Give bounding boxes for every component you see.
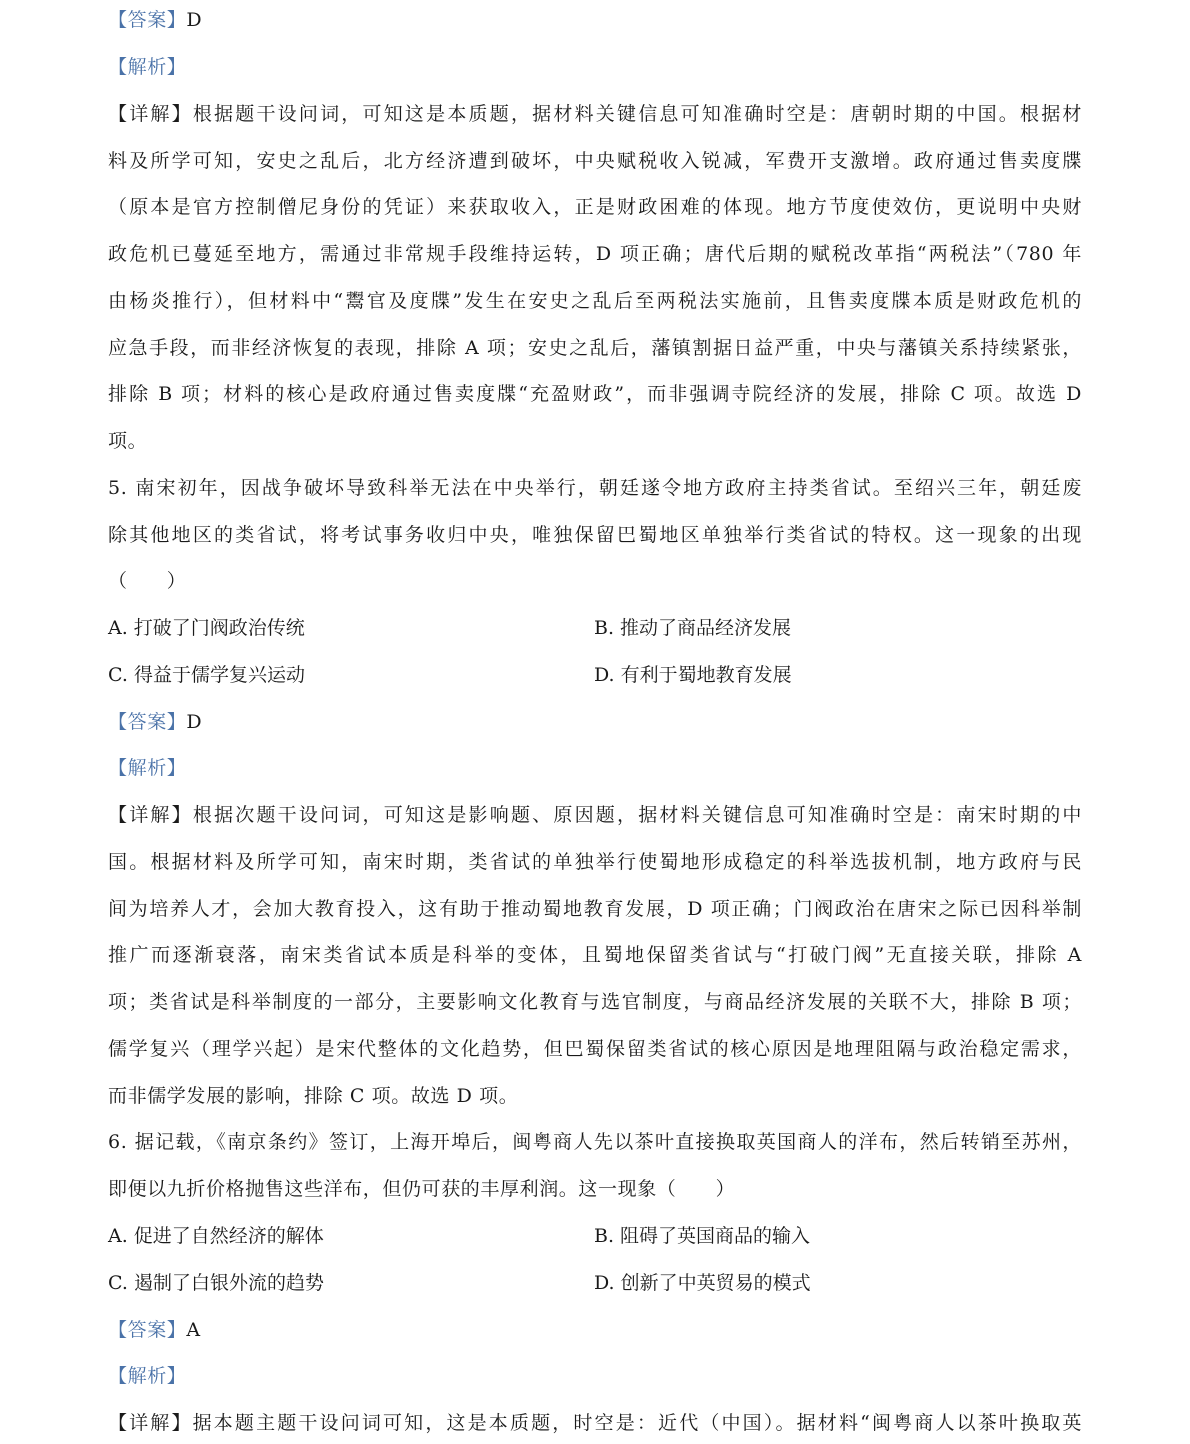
q4-detail-line-4: 政危机已蔓延至地方，需通过非常规手段维持运转，D 项正确；唐代后期的赋税改革指“两税法”（780 年: [108, 243, 1082, 265]
q5-detail-line-1: [108, 801, 1082, 829]
q4-detail-line-7: 排除 B 项；材料的核心是政府通过售卖度牒“充盈财政”，而非强调寺院经济的发展，排除 C 项。故选 D: [108, 383, 1082, 405]
q4-answer-value: D: [186, 9, 203, 31]
q5-detail-line-2: 国。根据材料及所学可知，南宋时期，类省试的单独举行使蜀地形成稳定的科举选拔机制，地方政府与民: [108, 851, 1082, 873]
q4-detail-line-2: 料及所学可知，安史之乱后，北方经济遭到破坏，中央赋税收入锐减，军费开支激增。政府通过售卖度牒: [108, 150, 1082, 172]
answer-label: 【答案】: [108, 711, 187, 733]
q6-option-b: B. 阻碍了英国商品的输入: [594, 1225, 811, 1247]
q5-analysis-heading: [108, 754, 1082, 782]
q4-analysis-heading: [108, 53, 1082, 81]
q5-stem-line-1: 5. 南宋初年，因战争破坏导致科举无法在中央举行，朝廷遂令地方政府主持类省试。至绍兴三年，朝廷废: [108, 477, 1082, 499]
q4-detail-line-5: 由杨炎推行），但材料中“鬻官及度牒”发生在安史之乱后至两税法实施前，且售卖度牒本质是财政危机的: [108, 290, 1082, 312]
q5-option-d: D. 有利于蜀地教育发展: [594, 664, 792, 686]
q5-stem-line-3: （ ）: [108, 570, 187, 592]
analysis-label: 【解析】: [108, 757, 187, 779]
q6-option-d: D. 创新了中英贸易的模式: [594, 1272, 811, 1294]
q4-answer-line: [108, 6, 1082, 34]
q5-detail-line-6: 儒学复兴（理学兴起）是宋代整体的文化趋势，但巴蜀保留类省试的核心原因是地理阻隔与政治稳定需求，: [108, 1038, 1082, 1060]
answer-label: 【答案】: [108, 1319, 187, 1341]
analysis-label: 【解析】: [108, 56, 187, 78]
analysis-label: 【解析】: [108, 1365, 187, 1387]
q5-option-a: A. 打破了门阀政治传统: [108, 617, 305, 639]
detail-label: 【详解】: [108, 103, 193, 125]
detail-label: 【详解】: [108, 804, 193, 826]
answer-label: 【答案】: [108, 9, 187, 31]
q5-detail-line-3: 间为培养人才，会加大教育投入，这有助于推动蜀地教育发展，D 项正确；门阀政治在唐宋之际已因科举制: [108, 898, 1082, 920]
q5-option-b: B. 推动了商品经济发展: [594, 617, 792, 639]
q6-answer-value: A: [186, 1319, 201, 1341]
q5-detail-line-7: 而非儒学发展的影响，排除 C 项。故选 D 项。: [108, 1085, 519, 1107]
q6-detail-text: 据本题主题干设问词可知，这是本质题，时空是：近代（中国）。据材料“闽粤商人以茶叶换取英: [192, 1412, 1082, 1434]
q5-detail-line-4: 推广而逐渐衰落，南宋类省试本质是科举的变体，且蜀地保留类省试与“打破门阀”无直接关联，排除 A: [108, 944, 1082, 966]
q5-detail-line-5: 项；类省试是科举制度的一部分，主要影响文化教育与选官制度，与商品经济发展的关联不大，排除 B 项；: [108, 991, 1082, 1013]
q6-answer-line: [108, 1316, 1082, 1344]
q4-detail-line-3: （原本是官方控制僧尼身份的凭证）来获取收入，正是财政困难的体现。地方节度使效仿，更说明中央财: [108, 196, 1082, 218]
q6-detail-line-1: [108, 1409, 1082, 1437]
detail-label: 【详解】: [108, 1412, 193, 1434]
q6-stem-line-2: 即便以九折价格抛售这些洋布，但仍可获的丰厚利润。这一现象（ ）: [108, 1178, 736, 1200]
q5-option-c: C. 得益于儒学复兴运动: [108, 664, 305, 686]
q5-answer-line: [108, 708, 1082, 736]
q6-stem-line-1: 6. 据记载，《南京条约》签订，上海开埠后，闽粤商人先以茶叶直接换取英国商人的洋布，然后转销至苏州，: [108, 1131, 1082, 1153]
q4-detail-text: 根据题干设问词，可知这是本质题，据材料关键信息可知准确时空是：唐朝时期的中国。根据材: [192, 103, 1082, 125]
q4-detail-line-8: 项。: [108, 430, 148, 452]
q5-detail-text: 根据次题干设问词，可知这是影响题、原因题，据材料关键信息可知准确时空是：南宋时期的中: [192, 804, 1082, 826]
q5-answer-value: D: [186, 711, 203, 733]
q6-option-c: C. 遏制了白银外流的趋势: [108, 1272, 324, 1294]
q6-analysis-heading: [108, 1362, 1082, 1390]
q4-detail-line-6: 应急手段，而非经济恢复的表现，排除 A 项；安史之乱后，藩镇割据日益严重，中央与藩镇关系持续紧张，: [108, 337, 1082, 359]
q6-option-a: A. 促进了自然经济的解体: [108, 1225, 324, 1247]
q5-stem-line-2: 除其他地区的类省试，将考试事务收归中央，唯独保留巴蜀地区单独举行类省试的特权。这一现象的出现: [108, 524, 1082, 546]
q4-detail-line-1: [108, 100, 1082, 128]
